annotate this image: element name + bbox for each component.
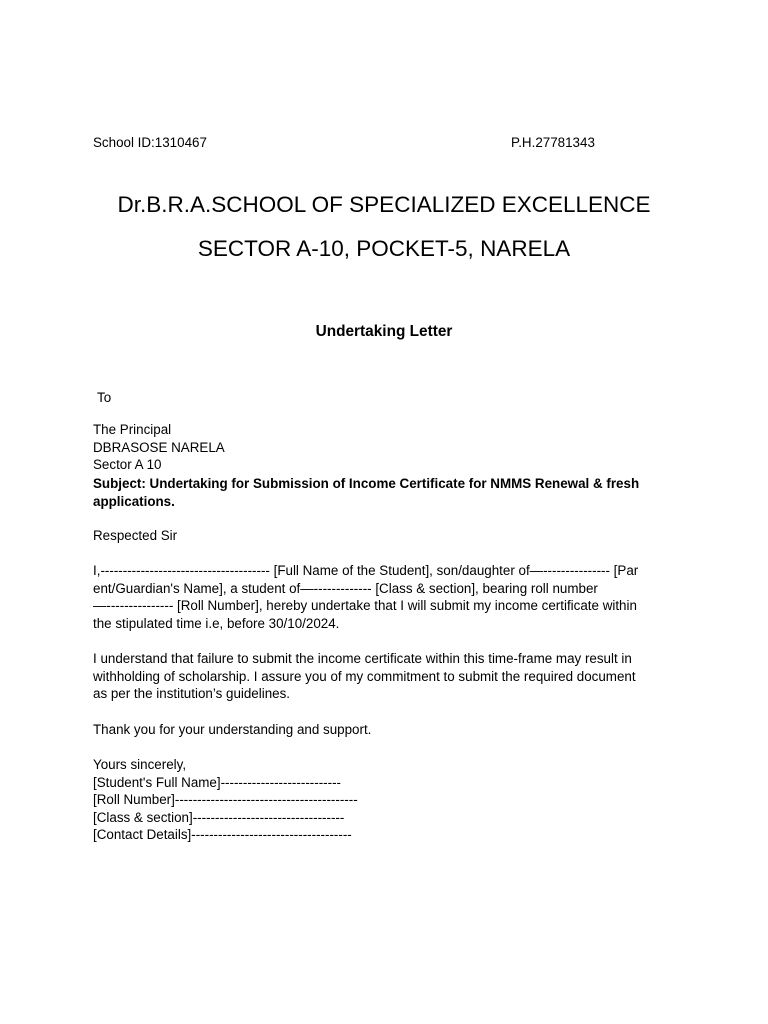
paragraph-line: as per the institution’s guidelines.: [93, 686, 291, 701]
recipient-line: The Principal: [93, 422, 172, 437]
assurance-paragraph: [93, 650, 683, 703]
letter-to: To: [97, 390, 112, 405]
subject-line: Subject: Undertaking for Submission of Income Certificate for NMMS Renewal & fresh: [93, 476, 640, 491]
school-name: Dr.B.R.A.SCHOOL OF SPECIALIZED EXCELLENCE: [117, 192, 651, 217]
signoff-line: Yours sincerely,: [93, 757, 187, 772]
letter-title: Undertaking Letter: [315, 323, 453, 340]
paragraph-line: the stipulated time i.e, before 30/10/2024.: [93, 615, 340, 631]
paragraph-line: ent/Guardian's Name], a student of—------------- [Class & section], bearing roll number: [93, 580, 598, 596]
signoff-block: [93, 756, 683, 844]
recipient-address: [93, 421, 683, 474]
subject-line: applications.: [93, 493, 175, 509]
paragraph-line: I understand that failure to submit the income certificate within this time-frame may result in: [93, 651, 632, 666]
recipient-line: Sector A 10: [93, 457, 162, 472]
signoff-field-contact: [Contact Details]------------------------------------: [93, 827, 352, 842]
recipient-line: DBRASOSE NARELA: [93, 439, 225, 455]
letter-subject: [93, 475, 683, 510]
signoff-field-class: [Class & section]----------------------------------: [93, 809, 345, 825]
signoff-field-name: [Student's Full Name]---------------------------: [93, 774, 341, 790]
thanks-text: Thank you for your understanding and support.: [93, 722, 372, 737]
signoff-field-roll: [Roll Number]-----------------------------------------: [93, 792, 358, 807]
salutation-line: Respected Sir: [93, 528, 178, 543]
thanks-line: [93, 721, 683, 739]
letter-salutation: [93, 527, 683, 545]
paragraph-line: I,-------------------------------------- [Full Name of the Student], son/daughter of—--------------- [Par: [93, 563, 639, 578]
paragraph-line: —--------------- [Roll Number], hereby undertake that I will submit my income certificate within: [93, 598, 637, 613]
school-id: School ID:1310467: [93, 135, 207, 150]
undertaking-paragraph: [93, 562, 683, 632]
school-phone: P.H.27781343: [511, 135, 595, 150]
paragraph-line: withholding of scholarship. I assure you of my commitment to submit the required document: [93, 668, 636, 684]
school-address: SECTOR A-10, POCKET-5, NARELA: [197, 236, 571, 261]
